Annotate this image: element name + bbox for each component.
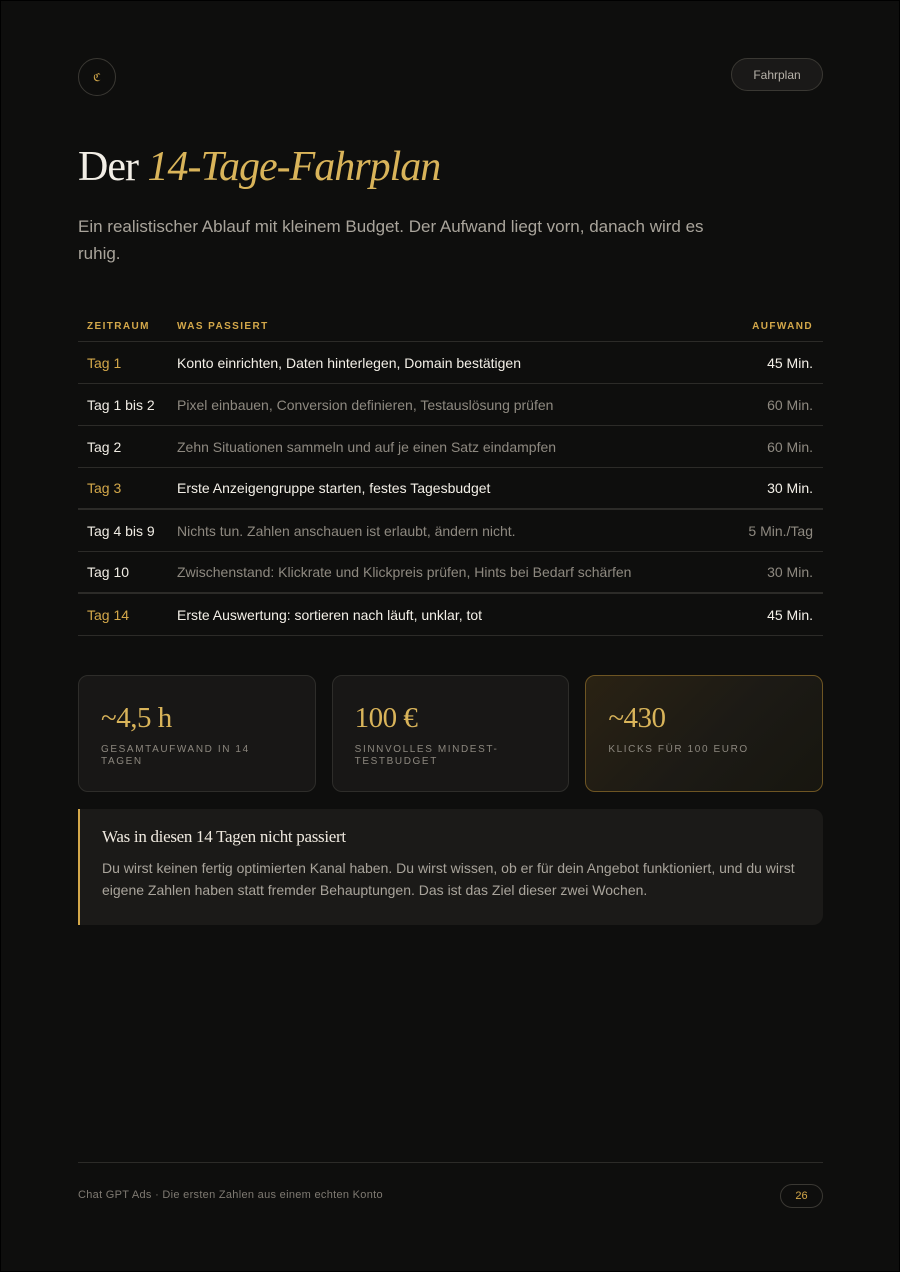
stat-label: KLICKS FÜR 100 EURO — [608, 744, 749, 755]
row-effort: 5 Min./Tag — [748, 522, 813, 539]
row-period: Tag 1 bis 2 — [87, 396, 155, 413]
row-period: Tag 14 — [87, 606, 130, 623]
header-effort: AUFWAND — [752, 320, 813, 332]
page-subtitle: Ein realistischer Ablauf mit kleinem Budget. Der Aufwand liegt vorn, danach wird es ruhig. — [78, 217, 704, 263]
stat-card-budget — [332, 675, 570, 792]
row-what: Pixel einbauen, Conversion definieren, Testauslösung prüfen — [177, 396, 554, 413]
section-badge: Fahrplan — [731, 58, 823, 91]
stat-card-clicks — [585, 675, 823, 792]
stat-label: SINNVOLLES MINDEST-TESTBUDGET — [354, 744, 499, 767]
page-title — [78, 143, 440, 191]
table-row — [78, 342, 823, 384]
table-row — [78, 552, 823, 594]
header-what: WAS PASSIERT — [177, 320, 269, 332]
row-effort: 30 Min. — [767, 564, 813, 580]
header-period: ZEITRAUM — [87, 320, 150, 332]
stat-value: ~430 — [608, 702, 666, 734]
title-accent: 14-Tage-Fahrplan — [147, 144, 441, 190]
table-row — [78, 594, 823, 636]
row-what: Erste Anzeigengruppe starten, festes Tagesbudget — [177, 480, 491, 496]
row-what: Nichts tun. Zahlen anschauen ist erlaubt, ändern nicht. — [177, 522, 516, 539]
table-row — [78, 426, 823, 468]
page — [1, 1, 899, 1271]
page-number: 26 — [780, 1184, 823, 1208]
callout-text: Du wirst keinen fertig optimierten Kanal haben. Du wirst wissen, ob er für dein Angebot funktioniert, und du wirst eigene Zahlen haben statt fremder Behauptungen. Das ist das Ziel dieser zwei Wochen. — [102, 860, 795, 898]
stats-row — [78, 675, 823, 792]
row-what: Konto einrichten, Daten hinterlegen, Domain bestätigen — [177, 354, 521, 371]
row-effort: 45 Min. — [767, 354, 813, 371]
row-what: Zehn Situationen sammeln und auf je einen Satz eindampfen — [177, 438, 557, 455]
stat-value: ~4,5 h — [101, 702, 172, 734]
stat-label: GESAMTAUFWAND IN 14 TAGEN — [101, 744, 250, 767]
row-what: Zwischenstand: Klickrate und Klickpreis prüfen, Hints bei Bedarf schärfen — [177, 564, 632, 580]
logo-glyph: ℭ — [93, 70, 101, 84]
table-row — [78, 468, 823, 510]
schedule-table — [78, 311, 823, 636]
stat-card-effort — [78, 675, 316, 792]
row-period: Tag 10 — [87, 564, 130, 580]
logo-icon — [78, 58, 116, 96]
stat-value: 100 € — [354, 702, 418, 734]
row-effort: 60 Min. — [767, 396, 813, 413]
title-prefix: Der — [78, 144, 148, 190]
row-period: Tag 4 bis 9 — [87, 522, 155, 539]
footer-text: Chat GPT Ads · Die ersten Zahlen aus einem echten Konto — [78, 1189, 383, 1201]
row-effort: 45 Min. — [767, 606, 813, 623]
table-row — [78, 510, 823, 552]
row-period: Tag 1 — [87, 354, 122, 371]
row-effort: 60 Min. — [767, 438, 813, 455]
table-row — [78, 384, 823, 426]
table-header — [78, 311, 823, 342]
callout-note — [78, 809, 823, 925]
row-period: Tag 2 — [87, 438, 122, 455]
callout-title: Was in diesen 14 Tagen nicht passiert — [102, 827, 346, 846]
row-what: Erste Auswertung: sortieren nach läuft, unklar, tot — [177, 606, 483, 623]
footer-divider — [78, 1162, 823, 1163]
row-effort: 30 Min. — [767, 480, 813, 496]
row-period: Tag 3 — [87, 480, 122, 496]
